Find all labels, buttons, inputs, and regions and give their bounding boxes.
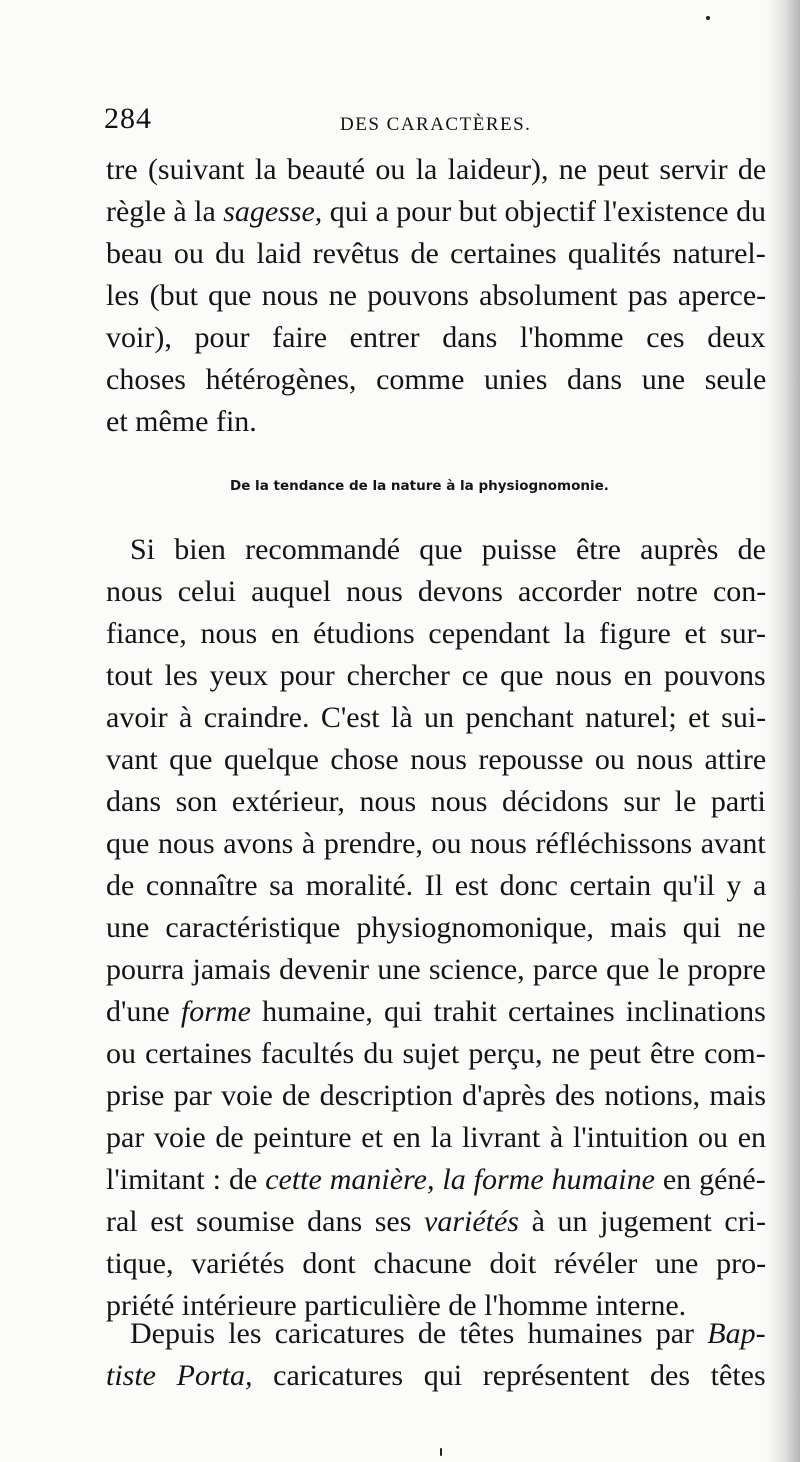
page-header (104, 102, 664, 142)
emphasis: forme (180, 995, 251, 1028)
emphasis: sagesse, (223, 195, 323, 228)
text-line: tre (suivant la beauté ou la laideur), ne peut servir de (106, 153, 767, 186)
text-line: ou certaines facultés du sujet perçu, ne peut être com- (106, 1037, 766, 1070)
emphasis: tiste Porta, (106, 1359, 253, 1392)
text-line: fiance, nous en étudions cependant la figure et sur- (106, 617, 767, 650)
ink-speck (440, 1448, 442, 1456)
text-line: Depuis les caricatures de têtes humaines par Bap- (130, 1317, 766, 1350)
text-line: de connaître sa moralité. Il est donc certain qu'il y a (106, 869, 767, 902)
text-line: que nous avons à prendre, ou nous réfléchissons avant (106, 827, 766, 860)
text-line: pourra jamais devenir une science, parce que le propre (106, 953, 766, 986)
text-line: dans son extérieur, nous nous décidons sur le parti (106, 785, 766, 818)
emphasis: Bap- (707, 1317, 766, 1350)
text-line: priété intérieure particulière de l'homme interne. (106, 1289, 687, 1322)
text-line: nous celui auquel nous devons accorder notre con- (106, 575, 767, 608)
text-line: avoir à craindre. C'est là un penchant naturel; et sui- (106, 701, 767, 734)
text-line: l'imitant : de cette manière, la forme humaine en géné- (106, 1163, 766, 1196)
page-number: 284 (104, 102, 152, 135)
ink-speck (706, 16, 710, 20)
page-edge-shadow (766, 0, 800, 1462)
text-line: règle à la sagesse, qui a pour but objectif l'existence du (106, 195, 767, 228)
running-head: DES CARACTÈRES. (340, 114, 532, 135)
text-line: tiste Porta, caricatures qui représentent des têtes (106, 1359, 766, 1392)
text-line: une caractéristique physiognomonique, mais qui ne (106, 911, 766, 944)
text-line: par voie de peinture et en la livrant à l'intuition ou en (106, 1121, 767, 1154)
text-line: voir), pour faire entrer dans l'homme ces deux (106, 321, 766, 354)
text-line: ral est soumise dans ses variétés à un jugement cri- (106, 1205, 767, 1238)
text-line: prise par voie de description d'après des notions, mais (106, 1079, 767, 1112)
text-line: vant que quelque chose nous repousse ou nous attire (106, 743, 767, 776)
text-line: Si bien recommandé que puisse être auprès de (130, 533, 766, 566)
section-heading: De la tendance de la nature à la physiognomonie. (230, 478, 609, 494)
text-line: choses hétérogènes, comme unies dans une seule (106, 363, 767, 396)
text-line: les (but que nous ne pouvons absolument pas aperce- (106, 279, 767, 312)
emphasis: cette manière, la forme humaine (265, 1163, 655, 1196)
text-line: beau ou du laid revêtus de certaines qualités naturel- (106, 237, 766, 270)
text-line: tique, variétés dont chacune doit révéler une pro- (106, 1247, 767, 1280)
emphasis: variétés (424, 1205, 519, 1238)
text-line: d'une forme humaine, qui trahit certaines inclinations (106, 995, 766, 1028)
text-line: et même fin. (106, 405, 257, 438)
text-line: tout les yeux pour chercher ce que nous en pouvons (106, 659, 766, 692)
